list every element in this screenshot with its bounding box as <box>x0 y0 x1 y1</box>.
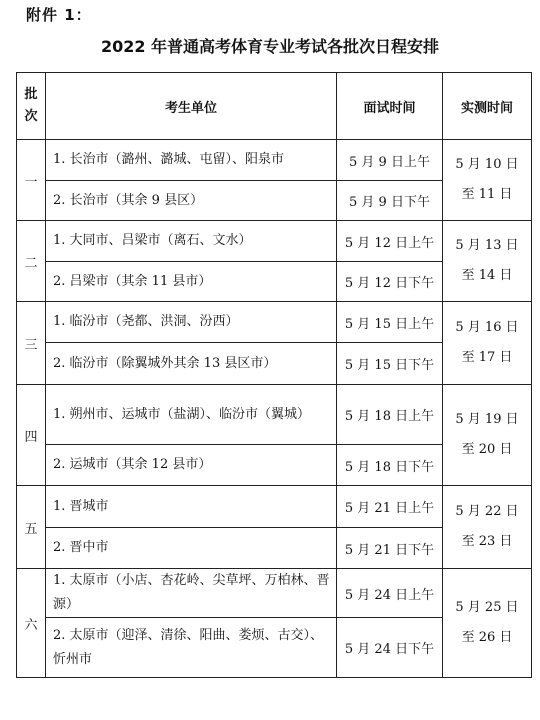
batch-header-line1: 批 <box>24 87 38 102</box>
interview-header: 面试时间 <box>337 73 443 140</box>
unit-header: 考生单位 <box>46 73 337 140</box>
unit-cell: 2. 长治市（其余 9 县区） <box>46 181 337 221</box>
test-line2: 至 17 日 <box>461 350 513 365</box>
test-line2: 至 23 日 <box>461 534 513 549</box>
interview-cell: 5 月 9 日下午 <box>337 181 443 221</box>
batch-cell: 三 <box>17 302 46 385</box>
unit-cell: 2. 运城市（其余 12 县市） <box>46 445 337 486</box>
test-line1: 5 月 22 日 <box>455 504 519 519</box>
test-cell <box>443 221 532 302</box>
attachment-label: 附件 1： <box>26 6 92 24</box>
test-line1: 5 月 16 日 <box>455 320 519 335</box>
test-line1: 5 月 19 日 <box>455 412 519 427</box>
batch-cell: 二 <box>17 221 46 302</box>
unit-cell: 1. 朔州市、运城市（盐湖）、临汾市（翼城） <box>46 385 337 445</box>
table-header-row <box>17 73 532 140</box>
unit-cell: 2. 吕梁市（其余 11 县市） <box>46 262 337 302</box>
interview-cell: 5 月 15 日下午 <box>337 343 443 385</box>
test-header: 实测时间 <box>443 73 532 140</box>
test-line1: 5 月 10 日 <box>455 157 519 172</box>
test-line2: 至 14 日 <box>461 268 513 283</box>
table-row <box>17 569 532 618</box>
interview-cell: 5 月 24 日上午 <box>337 569 443 618</box>
interview-cell: 5 月 18 日下午 <box>337 445 443 486</box>
interview-cell: 5 月 12 日下午 <box>337 262 443 302</box>
page-title: 2022 年普通高考体育专业考试各批次日程安排 <box>100 37 440 56</box>
batch-cell: 五 <box>17 486 46 569</box>
unit-cell: 1. 长治市（潞州、潞城、屯留）、阳泉市 <box>46 140 337 181</box>
batch-header-line2: 次 <box>24 109 38 124</box>
unit-cell: 1. 大同市、吕梁市（离石、文水） <box>46 221 337 262</box>
interview-cell: 5 月 21 日下午 <box>337 528 443 569</box>
batch-cell: 四 <box>17 385 46 486</box>
interview-cell: 5 月 24 日下午 <box>337 618 443 678</box>
interview-cell: 5 月 18 日上午 <box>337 385 443 445</box>
test-line2: 至 11 日 <box>461 187 513 202</box>
unit-cell: 1. 临汾市（尧都、洪洞、汾西） <box>46 302 337 343</box>
test-line1: 5 月 13 日 <box>455 238 519 253</box>
unit-cell: 2. 晋中市 <box>46 528 337 569</box>
batch-header <box>17 73 46 140</box>
unit-cell: 2. 临汾市（除翼城外其余 13 县区市） <box>46 343 337 385</box>
interview-cell: 5 月 21 日上午 <box>337 486 443 528</box>
test-line2: 至 26 日 <box>461 630 513 645</box>
unit-cell: 1. 晋城市 <box>46 486 337 528</box>
test-cell <box>443 302 532 385</box>
table-row <box>17 385 532 445</box>
test-line2: 至 20 日 <box>461 442 513 457</box>
interview-cell: 5 月 15 日上午 <box>337 302 443 343</box>
table-row <box>17 486 532 528</box>
table-row <box>17 302 532 343</box>
batch-cell: 一 <box>17 140 46 221</box>
test-cell <box>443 486 532 569</box>
interview-cell: 5 月 12 日上午 <box>337 221 443 262</box>
interview-cell: 5 月 9 日上午 <box>337 140 443 181</box>
test-cell <box>443 140 532 221</box>
table-row <box>17 221 532 262</box>
table-row <box>17 140 532 181</box>
unit-cell: 2. 太原市（迎泽、清徐、阳曲、娄烦、古交）、忻州市 <box>46 618 337 678</box>
test-cell <box>443 385 532 486</box>
test-line1: 5 月 25 日 <box>455 600 519 615</box>
test-cell <box>443 569 532 678</box>
batch-cell: 六 <box>17 569 46 678</box>
unit-cell: 1. 太原市（小店、杏花岭、尖草坪、万柏林、晋源） <box>46 569 337 618</box>
schedule-table <box>16 72 532 678</box>
